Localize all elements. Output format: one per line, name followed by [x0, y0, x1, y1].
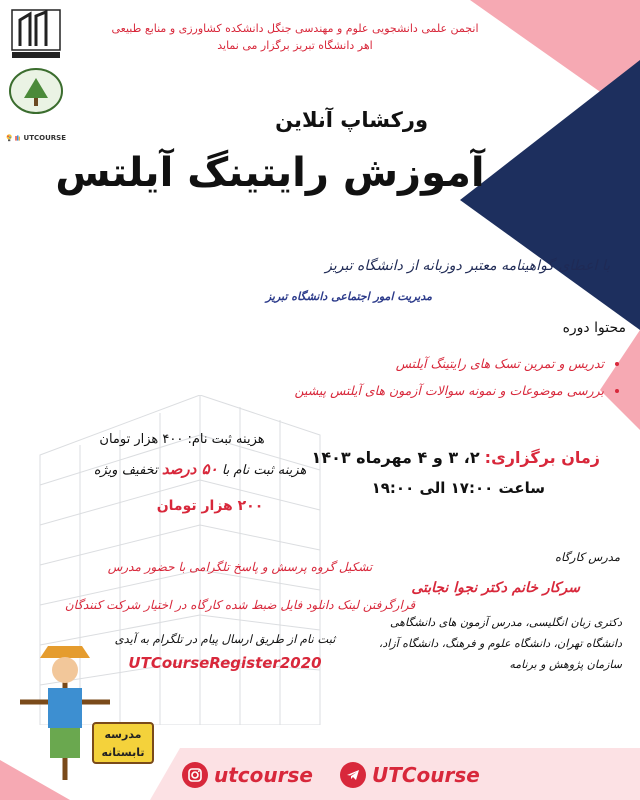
organizer-header — [45, 20, 545, 54]
discounted-price: ۲۰۰ هزار تومان — [156, 498, 264, 514]
instructor-name: سرکار خانم دکتر نجوا نجابتی — [411, 580, 580, 596]
list-item: • تدریس و تمرین تسک های رایتینگ آیلتس — [294, 350, 604, 377]
discount-fee — [50, 460, 350, 478]
schedule-hours: ساعت ۱۷:۰۰ الی ۱۹:۰۰ — [371, 479, 545, 497]
instagram-handle: utcourse — [214, 763, 313, 787]
registration-fee: هزینه ثبت نام: ۴۰۰ هزار تومان — [99, 432, 265, 447]
instructor-info: دکتری زبان انگلیسی، مدرس آزمون های دانشگاهی دانشگاه تهران، دانشگاه علوم و فرهنگ، دانشگاه آزاد، سازمان پژوهش و برنامه — [378, 616, 622, 671]
instructor-label: مدرس کارگاه — [555, 550, 620, 564]
list-item: • بررسی موضوعات و نمونه سوالات آزمون های آیلتس پیشین — [294, 377, 604, 404]
schedule-dates: ۲، ۳ و ۴ مهرماه ۱۴۰۳ — [311, 448, 480, 467]
bottom-bar-shape — [0, 748, 640, 800]
sign-line-2: تابستانه — [101, 746, 145, 759]
books-icon — [15, 127, 20, 149]
instagram-icon — [182, 762, 208, 788]
schedule-label: زمان برگزاری: — [484, 448, 600, 467]
management-note: مدیریت امور اجتماعی دانشگاه تبریز — [265, 290, 432, 303]
note-recording: قرارگرفتن لینک دانلود فایل ضبط شده کارگاه در اختیار شرکت کنندگان — [64, 598, 416, 612]
telegram-link[interactable] — [340, 760, 480, 790]
organizer-line-1: انجمن علمی دانشجویی علوم و مهندسی جنگل دانشکده کشاورزی و منابع طبیعی — [111, 22, 479, 35]
discount-percent: ۵۰ درصد — [161, 460, 218, 478]
lightbulb-icon — [6, 124, 12, 152]
workshop-subtitle: ورکشاپ آنلاین — [275, 108, 428, 132]
sign-line-1: مدرسه — [104, 728, 142, 741]
workshop-title: آموزش رایتینگ آیلتس — [55, 150, 485, 196]
utcourse-logo-text: UTCOURSE — [23, 134, 66, 142]
instagram-link[interactable] — [182, 760, 313, 790]
organizer-line-2: اهر دانشگاه تبریز برگزار می نماید — [217, 39, 373, 52]
telegram-icon — [340, 762, 366, 788]
schedule — [312, 448, 600, 467]
course-content-list — [294, 350, 626, 404]
certificate-note: با اعطای گواهینامه معتبر دوزبانه از دانشگاه تبریز — [325, 258, 610, 274]
registration-note: ثبت نام از طریق ارسال پیام در تلگرام به آیدی — [114, 632, 336, 646]
note-telegram-group: تشکیل گروه پرسش و پاسخ تلگرامی با حضور مدرس — [107, 560, 373, 574]
discount-pre: هزینه ثبت نام با — [221, 463, 307, 478]
discount-post: تخفیف ویژه — [93, 463, 158, 478]
forestry-association-logo — [6, 66, 66, 116]
telegram-registration-id[interactable]: UTCourseRegister2020 — [128, 654, 322, 672]
course-content-title: محتوا دوره — [562, 320, 626, 336]
telegram-handle: UTCourse — [372, 763, 480, 787]
